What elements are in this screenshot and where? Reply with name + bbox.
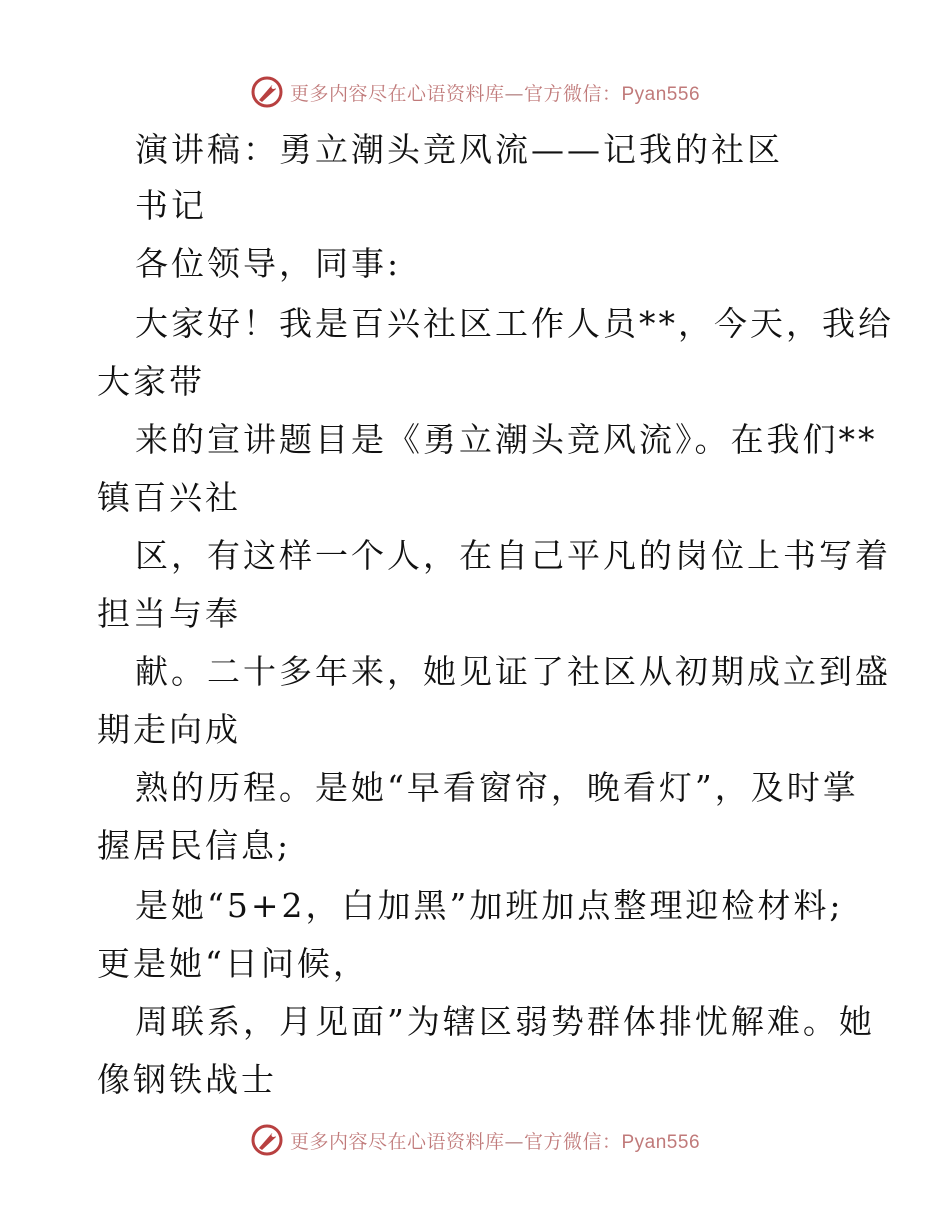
doc-paragraph-line: 担当与奉 bbox=[97, 594, 241, 633]
doc-paragraph-line: 期走向成 bbox=[97, 710, 241, 749]
doc-paragraph-line: 更是她“日问候， bbox=[97, 944, 369, 983]
doc-paragraph-line: 大家带 bbox=[97, 362, 205, 401]
watermark-text: 更多内容尽在心语资料库—官方微信：Pyan556 bbox=[289, 1130, 701, 1153]
doc-title-line-2: 书记 bbox=[135, 186, 207, 225]
doc-paragraph-line: 握居民信息; bbox=[97, 826, 292, 865]
doc-paragraph-line: 来的宣讲题目是《勇立潮头竞风流》。在我们** bbox=[135, 420, 878, 459]
doc-paragraph-line: 区，有这样一个人，在自己平凡的岗位上书写着 bbox=[135, 536, 891, 575]
pen-nib-circle-icon bbox=[250, 1123, 284, 1157]
footer-watermark bbox=[0, 1120, 950, 1160]
doc-paragraph-line: 是她“5+2，白加黑”加班加点整理迎检材料; bbox=[135, 886, 844, 925]
doc-paragraph-line: 献。二十多年来，她见证了社区从初期成立到盛 bbox=[135, 652, 891, 691]
doc-paragraph-line: 熟的历程。是她“早看窗帘，晚看灯”，及时掌 bbox=[135, 768, 859, 807]
watermark-text: 更多内容尽在心语资料库—官方微信：Pyan556 bbox=[289, 82, 701, 105]
doc-paragraph-line: 周联系，月见面”为辖区弱势群体排忧解难。她 bbox=[135, 1002, 875, 1041]
doc-paragraph-line: 大家好！我是百兴社区工作人员**，今天，我给 bbox=[135, 304, 894, 343]
pen-nib-circle-icon bbox=[250, 75, 284, 109]
header-watermark bbox=[0, 72, 950, 112]
doc-title-line-1: 演讲稿：勇立潮头竞风流——记我的社区 bbox=[135, 130, 783, 169]
doc-paragraph-line: 镇百兴社 bbox=[97, 478, 241, 517]
doc-salutation: 各位领导，同事: bbox=[135, 244, 402, 283]
doc-paragraph-line: 像钢铁战士 bbox=[97, 1060, 277, 1099]
